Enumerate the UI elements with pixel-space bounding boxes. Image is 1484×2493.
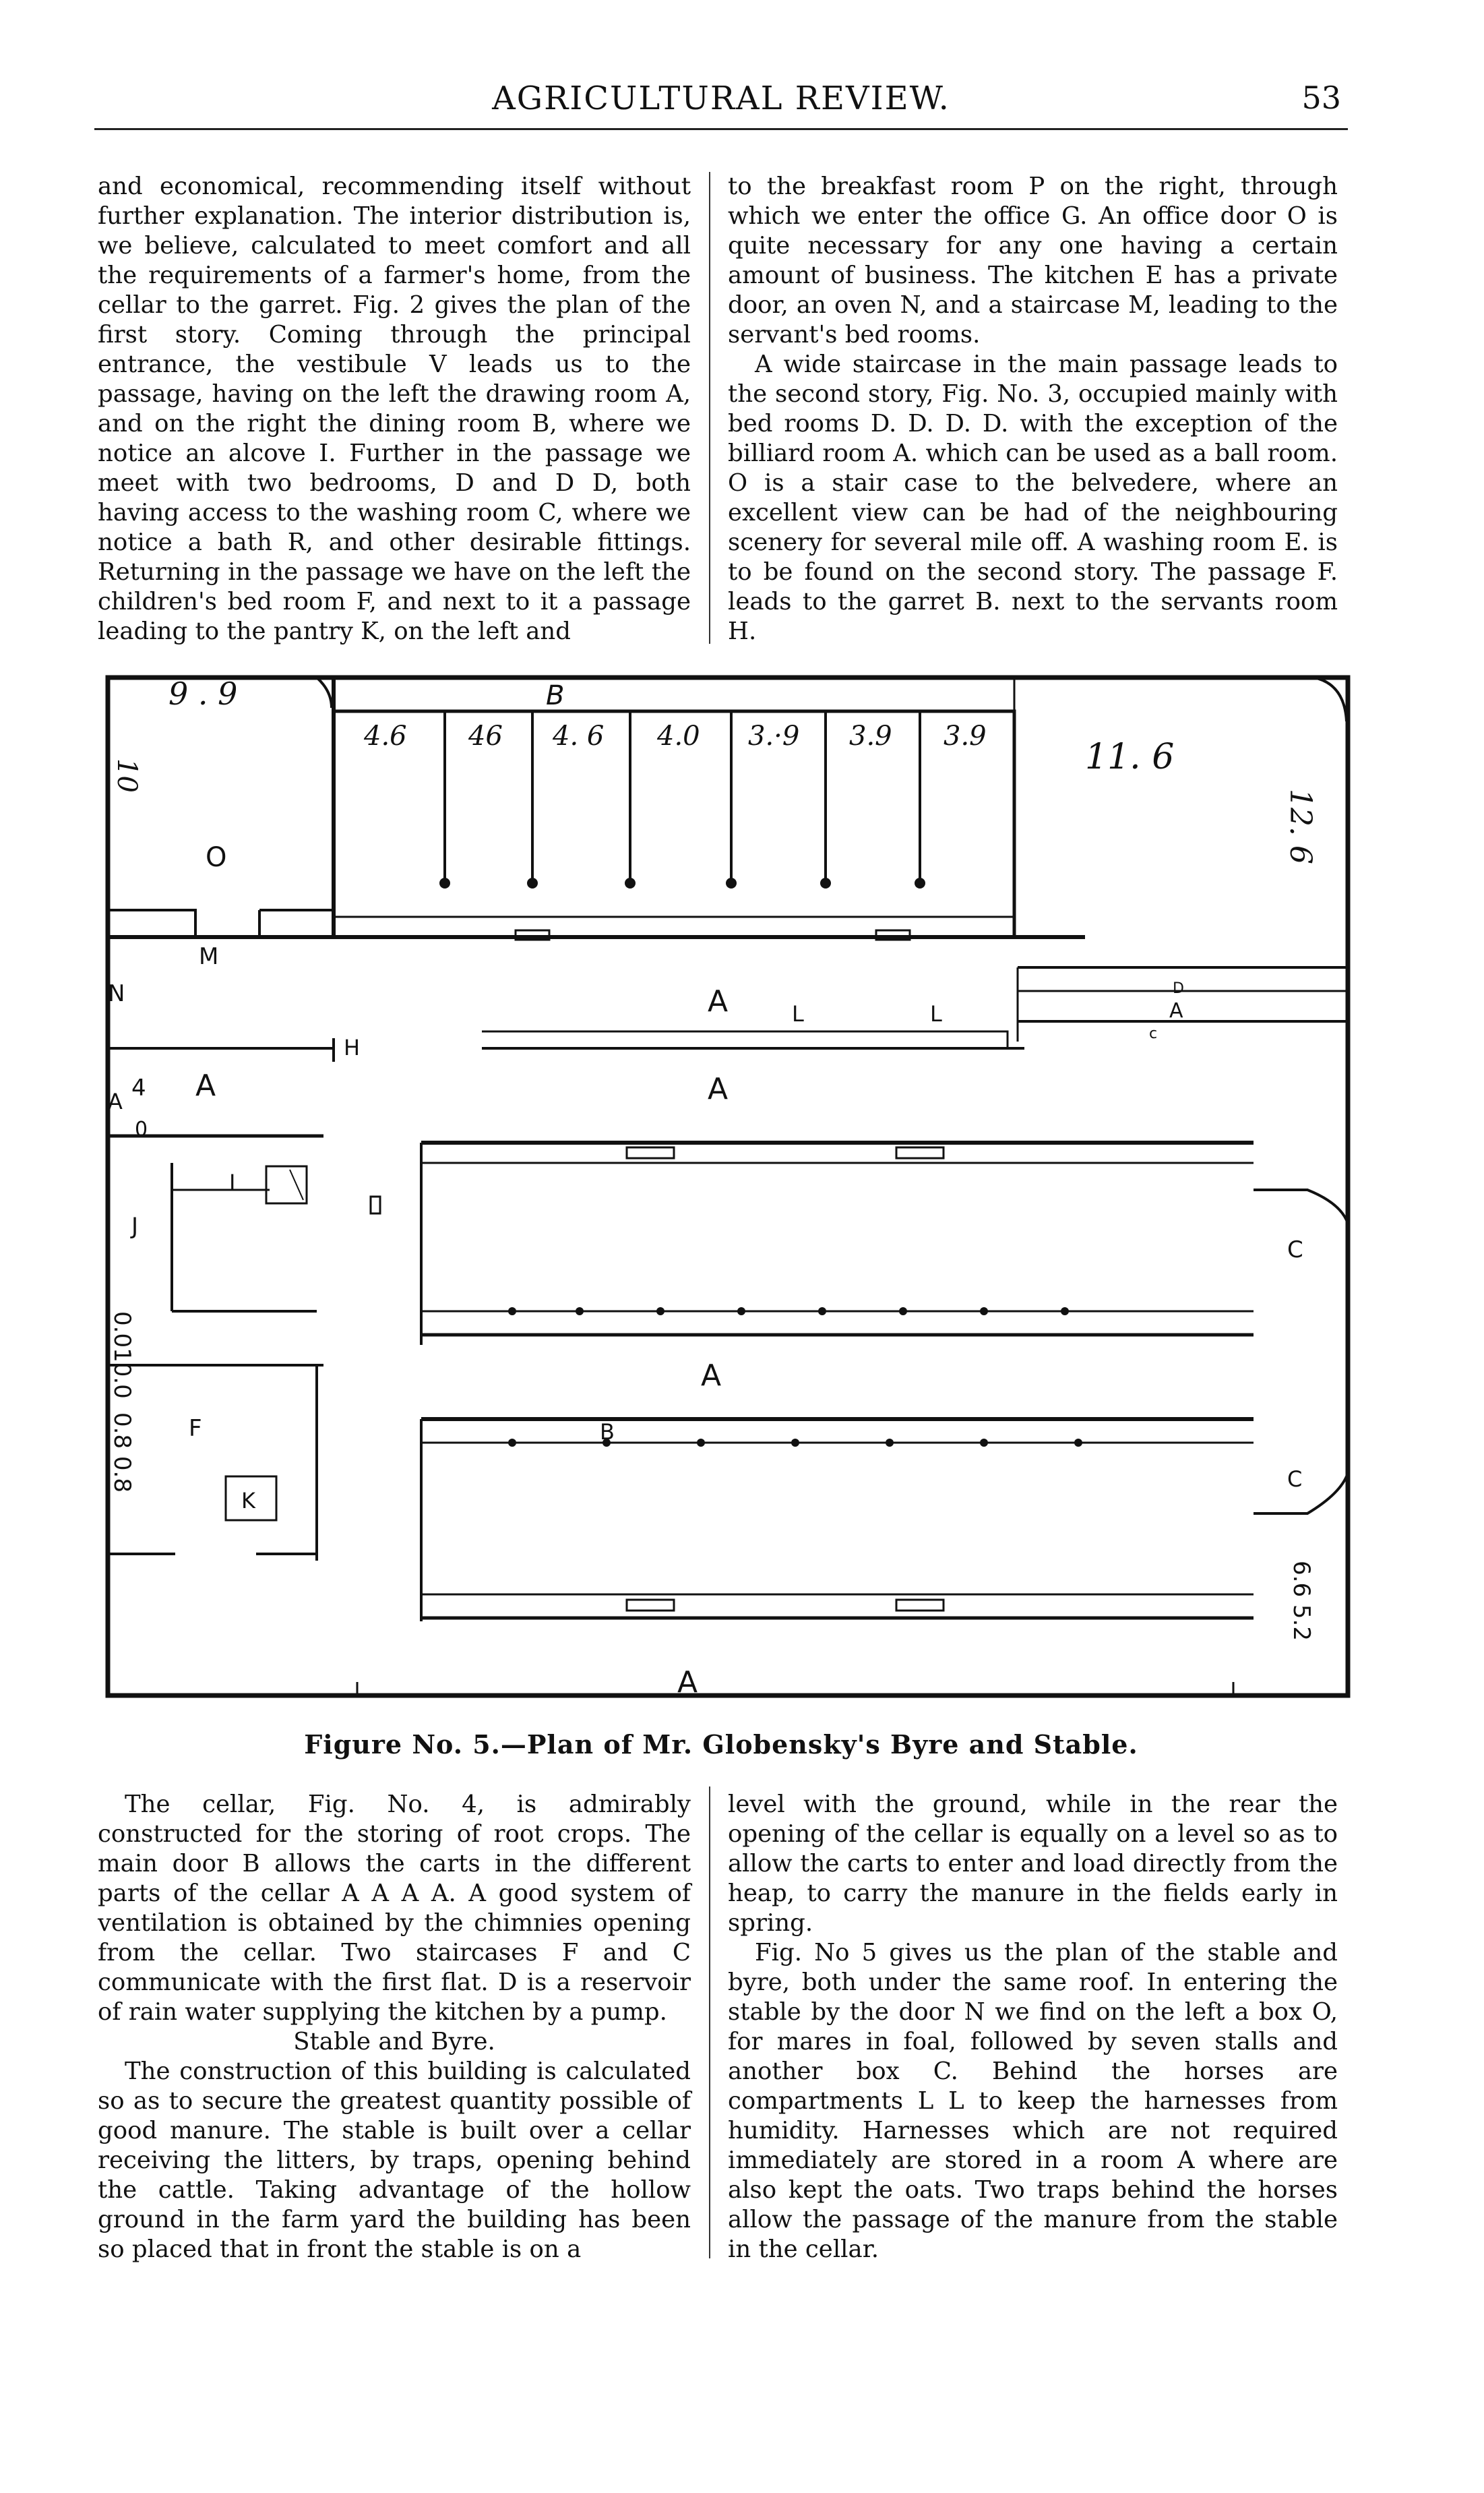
top-right-column — [728, 172, 1338, 647]
column-divider — [709, 172, 710, 644]
stall-width-5: 3.·9 — [748, 721, 800, 752]
label-k: K — [241, 1488, 255, 1513]
label-c-2: C — [1287, 1466, 1303, 1492]
label-h: H — [344, 1035, 361, 1060]
label-a-5: A — [701, 1358, 722, 1393]
page-number: 53 — [1301, 80, 1341, 116]
dim-010: 0.010.0 — [109, 1311, 135, 1399]
dim-11-6: 11. 6 — [1085, 737, 1175, 777]
paragraph: to the breakfast room P on the right, through which we enter the office G. An office door O is quite necessary for any one having a certain amount of business. The kitchen E has a private door, an oven N, and a staircase M, leading to the servant's bed rooms. — [728, 173, 1338, 349]
label-d-small: D — [1173, 980, 1184, 997]
paragraph: and economical, recommending itself without further explanation. The interior distribution is, we believe, calculated to meet comfort and all the requirements of a farmer's home, from the cellar to the garret. Fig. 2 gives the plan of the first story. Coming through the principal entrance, the vestibule V leads us to the passage, having on the left the drawing room A, and on the right the dining room B, where we notice an alcove I. Further in the passage we meet with two bedrooms, D and D D, both having access to the washing room C, where we notice a bath R, and other desirable fittings. Returning in the passage we have on the left the children's bed room F, and next to it a passage leading to the pantry K, on the left and — [98, 173, 691, 645]
figure-caption: Figure No. 5.—Plan of Mr. Globensky's Byre and Stable. — [304, 1729, 1138, 1760]
dim-08: 0.8 0.8 — [109, 1412, 135, 1493]
label-b-top: B — [546, 680, 565, 711]
dim-10: 10 — [111, 758, 142, 793]
label-a-6: A — [677, 1665, 698, 1700]
stable-byre-plan — [94, 664, 1361, 1716]
label-a-2: A — [195, 1069, 216, 1103]
stall-width-3: 4. 6 — [553, 721, 605, 752]
label-a-4: A — [108, 1089, 123, 1114]
label-j: J — [131, 1213, 139, 1240]
paragraph: A wide staircase in the main passage leads to the second story, Fig. No. 3, occupied mainly with bed rooms D. D. D. D. with the exception of the billiard room A. which can be used as a ball room. O is a stair case to the belvedere, where an excellent view can be had of the neighbouring scenery for several mile off. A washing room E. is to be found on the second story. The passage F. leads to the garret B. next to the servants room H. — [728, 351, 1338, 645]
bottom-left-column — [98, 1790, 691, 2264]
label-l-1: L — [792, 1001, 804, 1027]
label-l-2: L — [930, 1001, 942, 1027]
paragraph: The cellar, Fig. No. 4, is admirably constructed for the storing of root crops. The main door B allows the carts in the different parts of the cellar A A A A. A good system of ventilation is obtained by the chimnies opening from the cellar. Two staircases F and C communicate with the first flat. D is a reservoir of rain water supplying the kitchen by a pump. — [98, 1791, 691, 2026]
label-m: M — [199, 943, 219, 970]
label-a-3: A — [708, 1072, 729, 1106]
stall-width-6: 3.9 — [849, 721, 892, 752]
label-f: F — [189, 1415, 202, 1442]
label-c-small: c — [1149, 1025, 1158, 1042]
header-rule — [94, 128, 1348, 130]
dim-4: 4 — [131, 1075, 146, 1102]
label-a-1: A — [708, 984, 729, 1019]
paragraph: The construction of this building is calculated so as to secure the greatest quantity possible of good manure. The stable is built over a cellar receiving the litters, by traps, opening behind the cattle. Taking advantage of the hollow ground in the farm yard the building has been so placed that in front the stable is on a — [98, 2058, 691, 2263]
label-n: N — [108, 980, 125, 1007]
stall-width-7: 3.9 — [944, 721, 987, 752]
stall-width-1: 4.6 — [364, 721, 407, 752]
label-o: O — [206, 842, 227, 873]
dim-9-9: 9 . 9 — [168, 675, 238, 712]
running-title: AGRICULTURAL REVIEW. — [492, 80, 950, 117]
paragraph: Fig. No 5 gives us the plan of the stable and byre, both under the same roof. In entering the stable by the door N we find on the left a box O, for mares in foal, followed by seven stalls and another box C. Behind the horses are compartments L L to keep the harnesses from humidity. Harnesses which are not required immediately are stored in a room A where are also kept the oats. Two traps behind the horses allow the passage of the manure from the stable in the cellar. — [728, 1939, 1338, 2263]
label-a-small: A — [1169, 999, 1183, 1023]
bottom-right-column — [728, 1790, 1338, 2264]
stall-width-2: 46 — [468, 721, 503, 752]
column-divider — [709, 1786, 710, 2258]
floor-plan-drawing — [94, 664, 1361, 1716]
dim-12-6: 12. 6 — [1283, 789, 1318, 864]
label-i: I — [229, 1170, 236, 1195]
dim-66: 6.6 5.2 — [1288, 1561, 1315, 1641]
label-b-mid: B — [600, 1419, 615, 1445]
paragraph: level with the ground, while in the rear the opening of the cellar is equally on a level so as to allow the carts to enter and load directly from the heap, to carry the manure in the fields early in spring. — [728, 1791, 1338, 1937]
stall-width-4: 4.0 — [657, 721, 700, 752]
dim-0: 0 — [135, 1118, 148, 1141]
top-left-column — [98, 172, 691, 647]
page-header — [94, 80, 1348, 127]
label-c-1: C — [1287, 1236, 1303, 1263]
section-heading: Stable and Byre. — [293, 2028, 495, 2055]
